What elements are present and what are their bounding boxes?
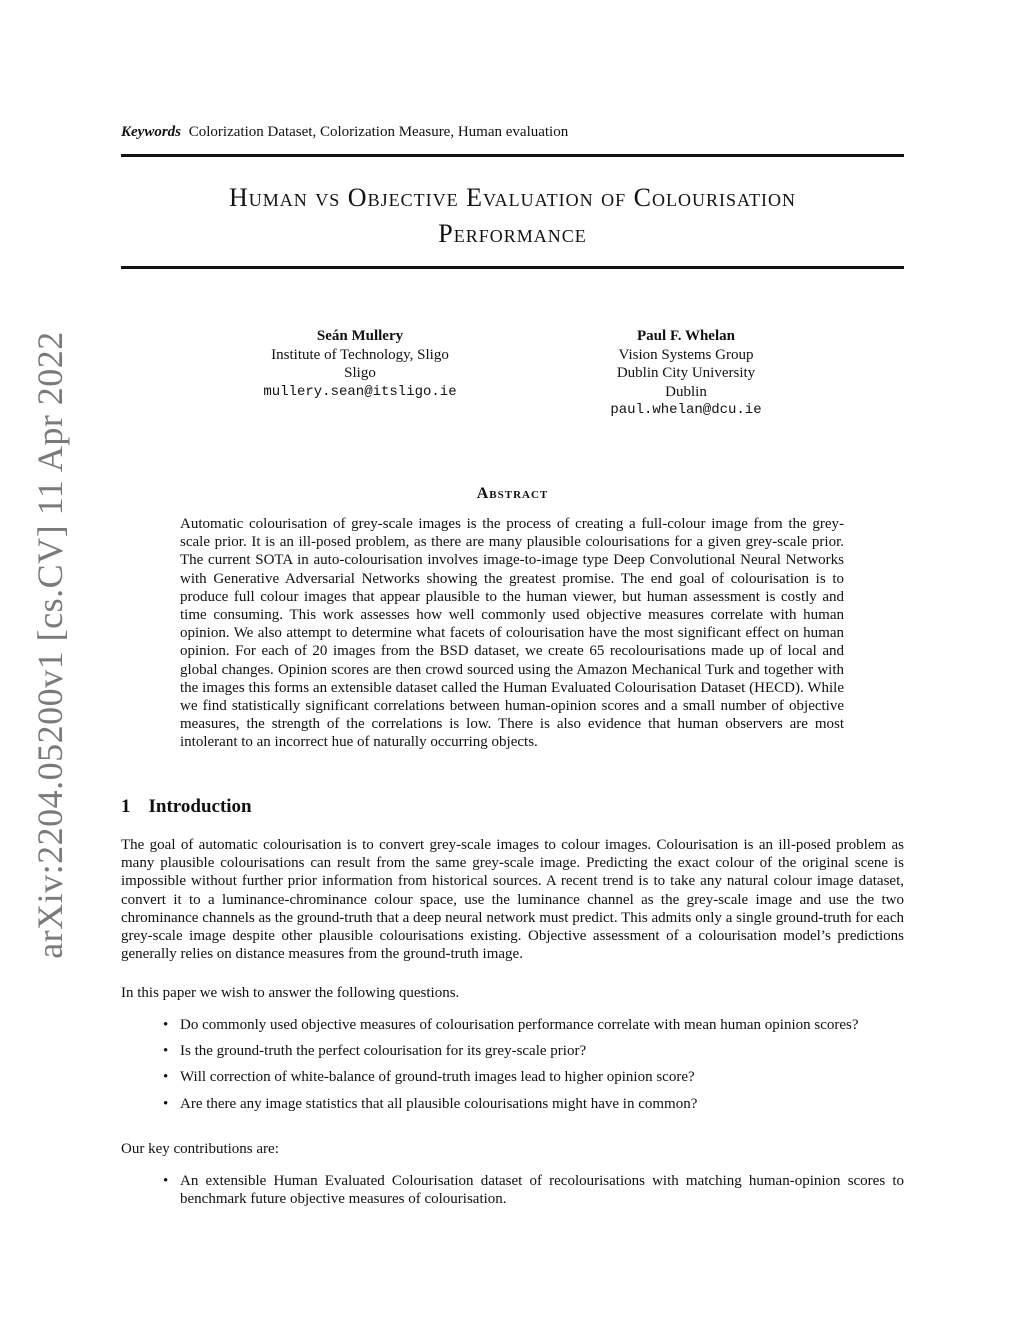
list-item xyxy=(163,1172,904,1208)
abstract-heading: Abstract xyxy=(476,485,549,502)
author-block-2 xyxy=(566,327,806,420)
author-city: Dublin xyxy=(665,383,707,400)
bullet-icon: • xyxy=(163,1173,169,1189)
author-group: Vision Systems Group xyxy=(618,346,754,363)
list-item xyxy=(163,1016,904,1034)
title-rule-bottom xyxy=(121,266,904,269)
bullet-icon: • xyxy=(163,1043,169,1060)
author-email[interactable]: paul.whelan@dcu.ie xyxy=(610,402,762,418)
author-affiliation: Institute of Technology, Sligo xyxy=(271,346,449,363)
list-item-text: Will correction of white-balance of ground-truth images lead to higher opinion score? xyxy=(180,1069,695,1086)
title-rule-top xyxy=(121,154,904,157)
keywords-label: Keywords xyxy=(121,124,181,140)
author-email[interactable]: mullery.sean@itsligo.ie xyxy=(263,383,457,400)
paper-title xyxy=(121,180,904,252)
paper-title-line-1: Human vs Objective Evaluation of Colourisation xyxy=(229,183,796,212)
section-number: 1 xyxy=(121,796,131,817)
author-block-1 xyxy=(240,327,480,401)
author-name: Paul F. Whelan xyxy=(637,328,735,344)
list-item-text: Is the ground-truth the perfect colourisation for its grey-scale prior? xyxy=(180,1043,587,1060)
arxiv-identifier: arXiv:2204.05200v1 [cs.CV] 11 Apr 2022 xyxy=(30,331,70,959)
author-name: Seán Mullery xyxy=(316,328,404,344)
questions-list xyxy=(163,1016,904,1121)
abstract-body: Automatic colourisation of grey-scale images is the process of creating a full-colour image from the grey-scale prior. It is an ill-posed problem, as there are many plausible colourisations for a given grey-scale prior. The current SOTA in auto-colourisation involves image-to-image type Deep Convolutional Neural Networks with Generative Adversarial Networks showing the greatest promise. The end goal of colourisation is to produce full colour images that appear plausible to the human viewer, but human assessment is costly and time consuming. This work assesses how well commonly used objective measures correlate with human opinion. We also attempt to determine what facets of colourisation have the most significant effect on human opinion. For each of 20 images from the BSD dataset, we create 65 recolourisations made up of local and global changes. Opinion scores are then crowd sourced using the Amazon Mechanical Turk and together with the images this forms an extensible dataset called the Human Evaluated Colourisation Dataset (HECD). While we find statistically significant correlations between human-opinion scores and a small number of objective measures, the strength of the correlations is low. There is also evidence that human observers are most intolerant to an incorrect hue of naturally occurring objects. xyxy=(180,516,844,751)
bullet-icon: • xyxy=(163,1069,169,1086)
author-city: Sligo xyxy=(344,365,376,381)
bullet-icon: • xyxy=(163,1017,169,1033)
list-item xyxy=(163,1095,904,1113)
list-item-text: Do commonly used objective measures of colourisation performance correlate with mean human opinion scores? xyxy=(180,1017,859,1033)
intro-paragraph-3: Our key contributions are: xyxy=(121,1141,279,1157)
bullet-icon: • xyxy=(163,1095,169,1112)
contributions-list xyxy=(163,1172,904,1216)
section-heading-introduction xyxy=(121,795,252,819)
paper-title-line-2: Performance xyxy=(438,219,587,248)
list-item-text: An extensible Human Evaluated Colourisation dataset of recolourisations with matching human-opinion scores to benchmark future objective measures of colourisation. xyxy=(180,1173,904,1208)
keywords xyxy=(121,122,568,142)
list-item-text: Are there any image statistics that all plausible colourisations might have in common? xyxy=(180,1095,698,1112)
author-affiliation: Dublin City University xyxy=(616,365,756,381)
intro-paragraph-2: In this paper we wish to answer the following questions. xyxy=(121,985,460,1001)
list-item xyxy=(163,1042,904,1060)
intro-paragraph-1: The goal of automatic colourisation is to convert grey-scale images to colour images. Colourisation is an ill-posed problem as many plausible colourisations can result from the same grey-scale image. Predicting the exact colour of the original scene is impossible without further prior information from historical sources. A recent trend is to take any natural colour image dataset, convert it to a luminance-chrominance colour space, use the luminance channel as the grey-scale image and use the two chrominance channels as the ground-truth that a deep neural network must predict. This admits only a single ground-truth for each grey-scale image despite other plausible colourisations existing. Objective assessment of a colourisation model’s predictions generally relies on distance measures from the ground-truth image. xyxy=(121,837,904,963)
section-title: Introduction xyxy=(148,796,252,817)
list-item xyxy=(163,1068,904,1086)
keywords-text: Colorization Dataset, Colorization Measure, Human evaluation xyxy=(188,124,569,140)
